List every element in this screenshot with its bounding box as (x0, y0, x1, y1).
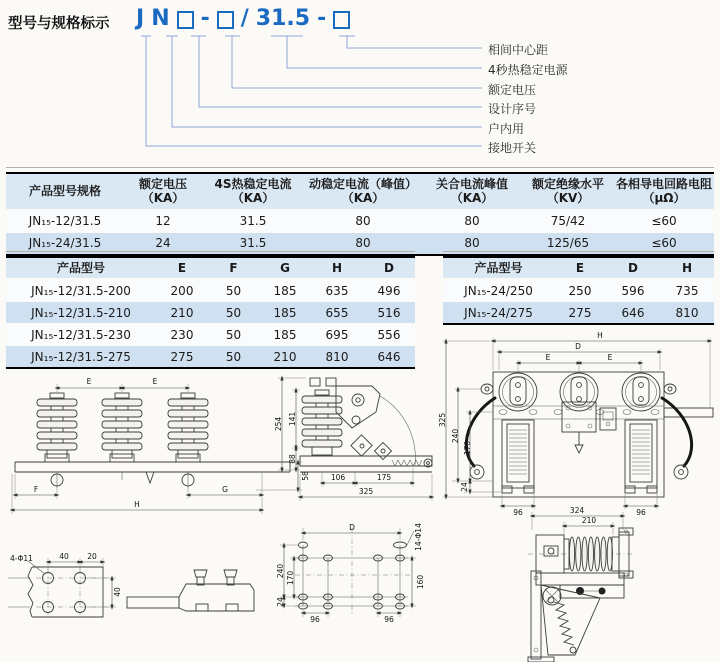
col-header (614, 173, 714, 210)
dim-label: 106 (330, 473, 346, 482)
cell-model: JN₁₅-12/31.5-200 (6, 279, 156, 302)
cell: 185 (259, 279, 311, 302)
dim-label: H (597, 332, 603, 340)
cell: 250 (554, 279, 606, 302)
dim-label: 160 (416, 574, 425, 590)
callout-thermal-stable: 4秒热稳定电源 (488, 63, 568, 77)
cell-model: JN₁₅-24/250 (443, 279, 554, 302)
dim-label: 254 (274, 416, 283, 432)
col-header: D (606, 257, 660, 279)
dim-label: 175 (376, 473, 392, 482)
dim-label: 325 (438, 412, 447, 428)
dim-label: D (349, 523, 355, 532)
col-header-label: 动稳定电流（峰值） (308, 177, 417, 191)
col-header-label: 4S热稳定电流 (214, 177, 292, 191)
col-header (124, 173, 202, 210)
drawing-hole-layout (276, 523, 425, 624)
col-header (202, 173, 304, 210)
dim-label: 20 (87, 552, 97, 561)
cell: 80 (304, 232, 422, 255)
dim-label: 58 (301, 471, 310, 481)
dim-label: G (222, 485, 228, 494)
col-header-label: 各相导电回路电阻 (615, 177, 712, 191)
dim-label: 170 (463, 440, 472, 456)
col-header: H (660, 257, 714, 279)
cell: 50 (208, 279, 259, 302)
cell-model: JN₁₅-12/31.5-230 (6, 324, 156, 346)
table-row (6, 302, 415, 324)
col-header: D (363, 257, 415, 279)
spec-header-row (6, 173, 714, 210)
dim-header-row (6, 257, 415, 279)
dim-label: 210 (581, 516, 597, 525)
col-header-label: 额定电压 (138, 177, 187, 191)
cell: 556 (363, 324, 415, 346)
cell: 50 (208, 346, 259, 369)
dim-label: 240 (451, 428, 460, 444)
cell: 31.5 (202, 210, 304, 233)
callout-leader-lines (0, 0, 720, 165)
cell: 75/42 (522, 210, 614, 233)
dim-label: 170 (286, 570, 295, 586)
model-char-n: N (151, 6, 170, 31)
dim-header-row (443, 257, 714, 279)
cell: 185 (259, 302, 311, 324)
dim-label: 24 (276, 597, 285, 607)
cell: 31.5 (202, 232, 304, 255)
section-title: 型号与规格标示 (8, 16, 110, 32)
col-header (422, 173, 522, 210)
col-header: E (554, 257, 606, 279)
col-header-unit: （KV） (546, 191, 590, 206)
dim-label: 96 (310, 615, 320, 624)
cell: 646 (363, 346, 415, 369)
model-number: 31.5 (255, 6, 311, 31)
callout-rated-voltage: 额定电压 (488, 83, 537, 97)
col-header-unit: （KA） (231, 191, 275, 206)
cell: 735 (660, 279, 714, 302)
cell: 210 (259, 346, 311, 369)
dim-label: 96 (513, 508, 523, 517)
callout-indoor-use: 户内用 (488, 122, 525, 136)
cell: 80 (304, 210, 422, 233)
drawing-plan-view (438, 332, 713, 517)
col-header-label: 额定绝缘水平 (531, 177, 604, 191)
drawing-terminal-detail (8, 552, 254, 617)
cell-model: JN₁₅-24/275 (443, 302, 554, 325)
drawing-side-view-24kv (528, 506, 634, 662)
table-row (6, 279, 415, 302)
cell: 230 (156, 324, 208, 346)
cell: 80 (422, 210, 522, 233)
col-header (522, 173, 614, 210)
cell: 200 (156, 279, 208, 302)
col-header-label: 关合电流峰值 (435, 177, 508, 191)
col-header: G (259, 257, 311, 279)
callout-phase-center-distance: 相间中心距 (488, 43, 549, 57)
spec-table-wrap (6, 167, 714, 256)
model-separator: - (317, 6, 327, 31)
cell: 810 (311, 346, 363, 369)
cell: 646 (606, 302, 660, 325)
cell: 210 (156, 302, 208, 324)
col-header: H (311, 257, 363, 279)
dim-table-24kv (443, 256, 714, 325)
dim-label: D (575, 342, 581, 351)
cell: 635 (311, 279, 363, 302)
col-header: 产品型号 (443, 257, 554, 279)
cell-model: JN₁₅-24/31.5 (6, 232, 124, 255)
cell-model: JN₁₅-12/31.5-210 (6, 302, 156, 324)
dim-label: E (86, 377, 92, 386)
table-row (443, 279, 714, 302)
dim-label: E (607, 353, 613, 362)
dim-label: 240 (276, 563, 285, 579)
cell: 80 (422, 232, 522, 255)
cell: 496 (363, 279, 415, 302)
col-header-unit: （μΩ） (642, 191, 686, 206)
model-separator: / (240, 6, 249, 31)
dim-label: 96 (636, 508, 646, 517)
drawing-front-view (12, 377, 310, 514)
col-header-unit: （KA） (341, 191, 385, 206)
table-row (443, 302, 714, 325)
col-header-label: 产品型号规格 (28, 184, 101, 199)
col-header (6, 173, 124, 210)
dim-label: E (545, 353, 551, 362)
model-separator: - (200, 6, 210, 31)
cell: 125/65 (522, 232, 614, 255)
spec-table (6, 172, 714, 256)
callout-design-serial: 设计序号 (488, 102, 537, 116)
table-row (6, 210, 714, 233)
cell: 275 (156, 346, 208, 369)
col-header: E (156, 257, 208, 279)
dim-label: 325 (358, 487, 374, 496)
col-header: F (208, 257, 259, 279)
callout-earthing-switch: 接地开关 (488, 141, 537, 155)
dim-label: H (134, 500, 140, 509)
dim-table-24kv-wrap (443, 251, 714, 325)
cell: ≤60 (614, 210, 714, 233)
cell: ≤60 (614, 232, 714, 255)
col-header: 产品型号 (6, 257, 156, 279)
cell: 50 (208, 324, 259, 346)
dim-label: E (152, 377, 158, 386)
cell-model: JN₁₅-12/31.5 (6, 210, 124, 233)
dim-label: 40 (59, 552, 69, 561)
cell: 185 (259, 324, 311, 346)
cell: 695 (311, 324, 363, 346)
dim-label: 96 (384, 615, 394, 624)
cell: 596 (606, 279, 660, 302)
dim-label: 4-Φ11 (10, 554, 33, 563)
dim-label: 14-Φ14 (414, 523, 423, 551)
cell: 810 (660, 302, 714, 325)
cell: 24 (124, 232, 202, 255)
col-header-unit: （KA） (450, 191, 494, 206)
cell: 655 (311, 302, 363, 324)
cell: 275 (554, 302, 606, 325)
technical-drawings (0, 332, 720, 662)
dim-label: F (33, 485, 39, 494)
col-header (304, 173, 422, 210)
dim-label: 24 (460, 482, 469, 492)
cell-model: JN₁₅-12/31.5-275 (6, 346, 156, 369)
col-header-unit: （KA） (141, 191, 185, 206)
dim-label: 40 (113, 587, 122, 597)
model-char-j: J (136, 6, 145, 31)
dim-label: 324 (569, 506, 585, 515)
cell: 516 (363, 302, 415, 324)
dim-label: 141 (288, 411, 297, 427)
cell: 50 (208, 302, 259, 324)
cell: 12 (124, 210, 202, 233)
dim-label: 88 (288, 454, 297, 464)
